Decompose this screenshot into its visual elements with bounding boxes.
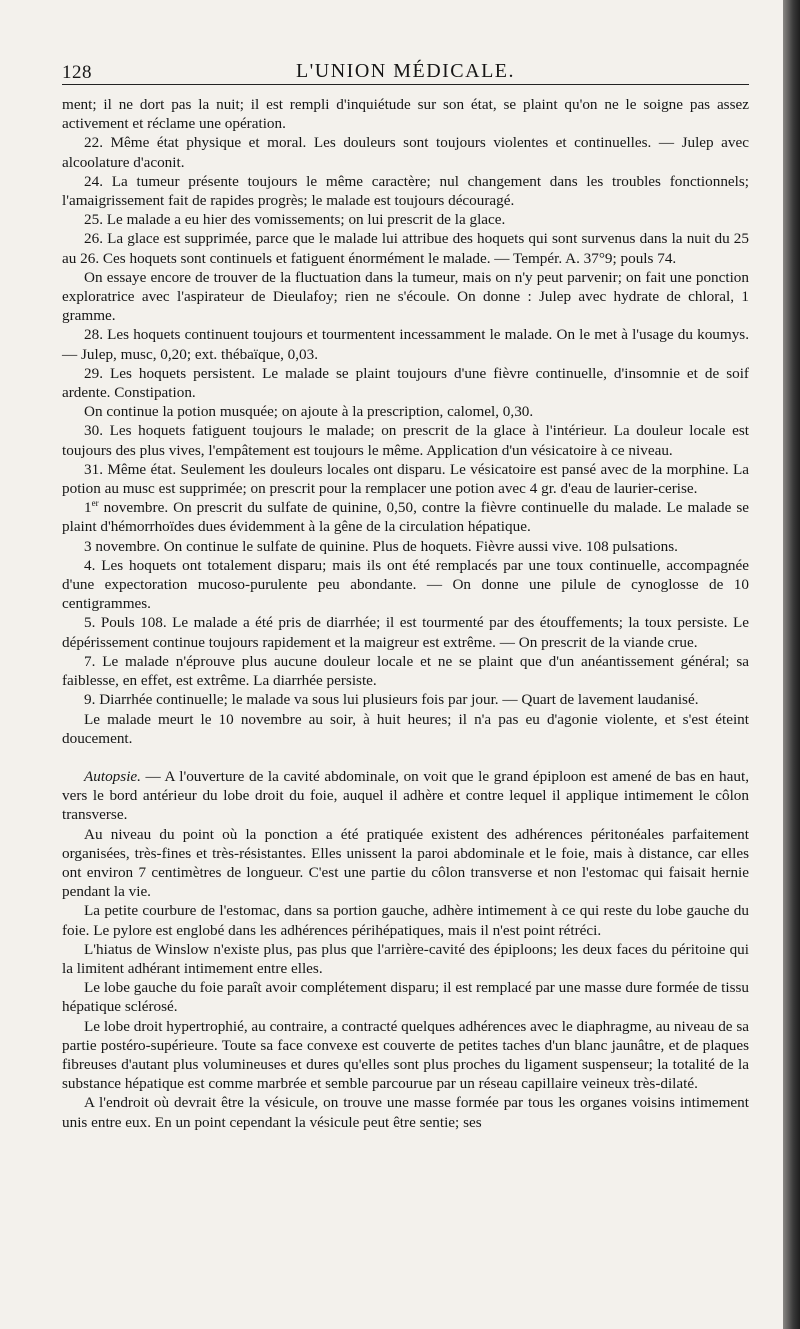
paragraph: Le lobe droit hypertrophié, au contraire, a contracté quelques adhérences avec le diaphragme, au niveau de sa partie postéro-supérieure. Toute sa face convexe est couverte de petites taches d'un blanc jaunâtre, et de plaques fibreuses d'autant plus volumineuses et dures qu'elles sont plus proches du ligament suspenseur; la totalité de la substance hépatique est comme marbrée et semble parcourue par un réseau capillaire veineux très-dilaté. — [62, 1017, 749, 1093]
paragraph: 28. Les hoquets continuent toujours et tourmentent incessamment le malade. On le met à l'usage du koumys. — Julep, musc, 0,20; ext. thébaïque, 0,03. — [62, 326, 749, 363]
date-number: 1 — [84, 499, 92, 517]
paragraph: 4. Les hoquets ont totalement disparu; mais ils ont été remplacés par une toux continuelle, accompagnée d'une expectoration mucoso-purulente peu abondante. — On donne une pilule de cynoglosse de 10 centigrammes. — [62, 556, 749, 613]
paragraph: 30. Les hoquets fatiguent toujours le malade; on prescrit de la glace à l'intérieur. La douleur locale est toujours des plus vives, l'empâtement est toujours le même. Application d'un vésicatoire à ce niveau. — [62, 422, 749, 459]
paragraph: 22. Même état physique et moral. Les douleurs sont toujours violentes et continuelles. — Julep avec alcoolature d'aconit. — [62, 134, 749, 171]
paragraph-text: — A l'ouverture de la cavité abdominale, on voit que le grand épiploon est amené de bas en haut, vers le bord antérieur du lobe droit du foie, auquel il adhère et contre lequel il applique intimement le côlon transverse. — [62, 767, 749, 824]
paragraph: Au niveau du point où la ponction a été pratiquée existent des adhérences péritonéales parfaitement organisées, très-fines et très-résistantes. Elles unissent la paroi abdominale et le foie, mais à distance, car elles ont environ 7 centimètres de longueur. C'est une partie du côlon transverse et non l'estomac qui faisait hernie pendant la vie. — [62, 825, 749, 901]
paragraph: La petite courbure de l'estomac, dans sa portion gauche, adhère intimement à ce qui reste du lobe gauche du foie. Le pylore est englobé dans les adhérences périhépatiques, mais il n'est point rétréci. — [62, 902, 749, 939]
running-head: L'UNION MÉDICALE. — [295, 60, 516, 82]
paragraph: A l'endroit où devrait être la vésicule, on trouve une masse formée par tous les organes voisins intimement unis entre eux. En un point cependant la vésicule peut être sentie; ses — [62, 1094, 749, 1131]
paragraph: 9. Diarrhée continuelle; le malade va sous lui plusieurs fois par jour. — Quart de lavement laudanisé. — [84, 691, 699, 709]
page-number: 128 — [62, 62, 92, 83]
paragraph: 24. La tumeur présente toujours le même caractère; nul changement dans les troubles fonctionnels; l'amaigrissement fait de rapides progrès; le malade est toujours découragé. — [62, 172, 749, 210]
autopsy-heading: Autopsie. — [84, 767, 141, 785]
paragraph: Le malade meurt le 10 novembre au soir, à huit heures; il n'a pas eu d'agonie violente, et s'est éteint doucement. — [62, 710, 749, 747]
paragraph-autopsy — [62, 767, 749, 825]
paragraph: On continue la potion musquée; on ajoute à la prescription, calomel, 0,30. — [84, 403, 534, 421]
paragraph: 25. Le malade a eu hier des vomissements; on lui prescrit de la glace. — [84, 211, 506, 229]
paragraph — [62, 498, 749, 536]
paragraph-text: novembre. On prescrit du sulfate de quinine, 0,50, contre la fièvre continuelle du malade. Le malade se plaint d'hémorrhoïdes dues évidemment à la gêne de la circulation hépatique. — [62, 499, 749, 536]
page-header — [62, 54, 749, 85]
paragraph: L'hiatus de Winslow n'existe plus, pas plus que l'arrière-cavité des épiploons; les deux faces du péritoine qui la limitent adhérant intimement entre elles. — [62, 940, 749, 977]
paragraph: 7. Le malade n'éprouve plus aucune douleur locale et ne se plaint que d'un anéantissement général; sa faiblesse, en effet, est extrême. La diarrhée persiste. — [62, 652, 749, 690]
paragraph: Le lobe gauche du foie paraît avoir complétement disparu; il est remplacé par une masse dure formée de tissu hépatique sclérosé. — [62, 979, 749, 1016]
body-text — [62, 95, 749, 1132]
paragraph: ment; il ne dort pas la nuit; il est rempli d'inquiétude sur son état, se plaint qu'on ne le soigne pas assez activement et réclame une opération. — [62, 96, 749, 133]
paragraph: On essaye encore de trouver de la fluctuation dans la tumeur, mais on n'y peut parvenir; on fait une ponction exploratrice avec l'aspirateur de Dieulafoy; rien ne s'écoule. On donne : Julep avec hydrate de chloral, 1 gramme. — [62, 268, 749, 325]
page-edge-shadow — [783, 0, 800, 1329]
paragraph: 26. La glace est supprimée, parce que le malade lui attribue des hoquets qui sont survenus dans la nuit du 25 au 26. Ces hoquets sont continuels et fatiguent énormément le malade. — Tempér. A. 37°9; pouls 74. — [62, 230, 749, 267]
paragraph: 31. Même état. Seulement les douleurs locales ont disparu. Le vésicatoire est pansé avec de la morphine. La potion au musc est supprimée; on prescrit pour la remplacer une potion avec 4 gr. d'eau de laurier-cerise. — [62, 460, 749, 498]
paragraph: 5. Pouls 108. Le malade a été pris de diarrhée; il est tourmenté par des étouffements; la toux persiste. Le dépérissement continue toujours rapidement et la maigreur est extrême. — On prescrit de la viande crue. — [62, 614, 749, 651]
ordinal-superscript: er — [91, 498, 99, 509]
paragraph: 3 novembre. On continue le sulfate de quinine. Plus de hoquets. Fièvre aussi vive. 108 pulsations. — [84, 537, 678, 555]
paragraph: 29. Les hoquets persistent. Le malade se plaint toujours d'une fièvre continuelle, d'insomnie et de soif ardente. Constipation. — [62, 364, 749, 402]
